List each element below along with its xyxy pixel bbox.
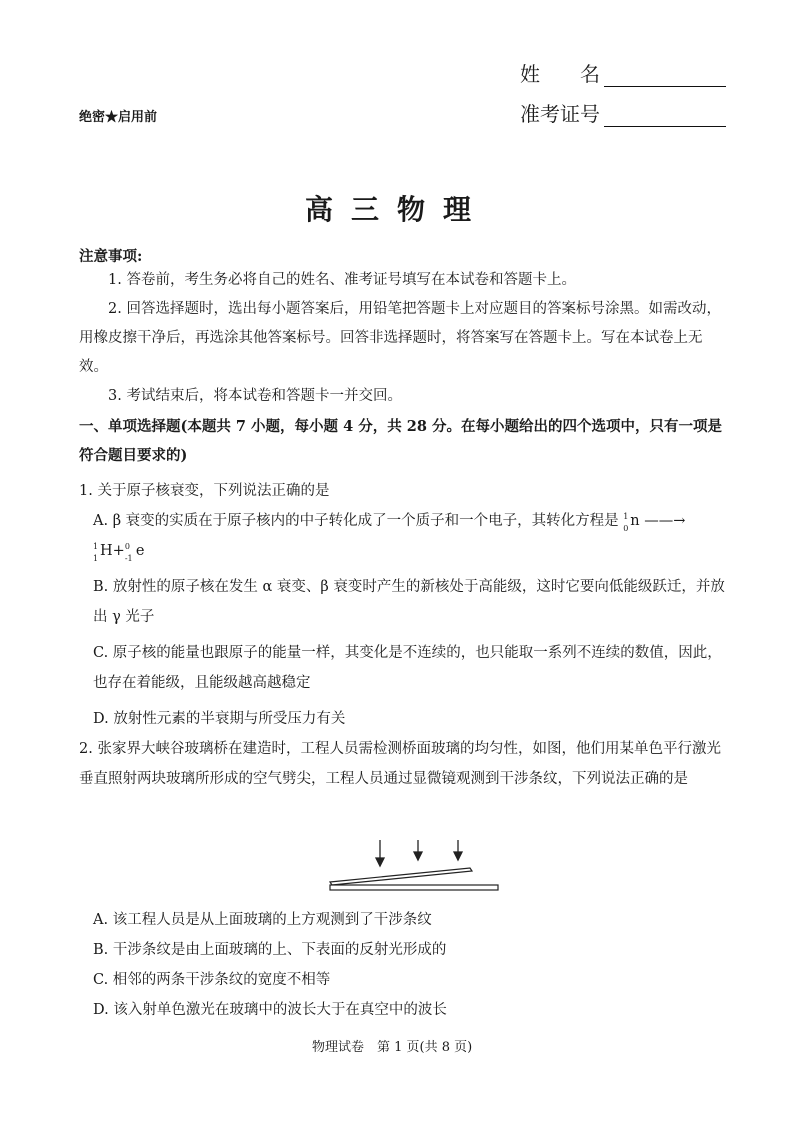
option-b: B. 放射性的原子核在发生 α 衰变、β 衰变时产生的新核处于高能级，这时它要向低能级跃迁，并放出 γ 光子 <box>93 579 725 625</box>
notes-list <box>79 266 725 411</box>
arrow-head <box>454 852 462 860</box>
notes-heading: 注意事项: <box>79 248 143 265</box>
electron-symbol <box>125 536 145 566</box>
option-c: C. 原子核的能量也跟原子的能量一样，其变化是不连续的，也只能取一系列不连续的数值，因此，也存在着能级，且能级越高越稳定 <box>93 645 722 691</box>
name-blank <box>604 66 726 87</box>
exam-id-blank <box>604 106 726 127</box>
arrow-head <box>376 858 384 866</box>
mass-number: 1 <box>623 512 629 521</box>
air-wedge-diagram <box>320 836 500 898</box>
charge-number: -1 <box>124 554 133 563</box>
option-a: A. 该工程人员是从上面玻璃的上方观测到了干涉条纹 <box>93 912 432 928</box>
exam-id-label: 准考证号 <box>520 102 600 126</box>
section-title: 一、单项选择题(本题共 7 小题，每小题 4 分，共 28 分。在每小题给出的四个选项中，只有一项是符合题目要求的) <box>79 418 723 464</box>
note-item: 1. 答卷前，考生务必将自己的姓名、准考证号填写在本试卷和答题卡上。 <box>108 272 576 288</box>
option-a <box>79 506 725 566</box>
arrow-head <box>414 852 422 860</box>
hydrogen-symbol <box>93 536 113 566</box>
neutron-symbol <box>623 506 639 536</box>
reaction-arrow: ——→ <box>644 513 686 529</box>
question-stem: 2. 张家界大峡谷玻璃桥在建造时，工程人员需检测桥面玻璃的均匀性，如图，他们用某单色平行激光垂直照射两块玻璃所形成的空气劈尖，工程人员通过显微镜观测到干涉条纹，下列说法正确的是 <box>79 741 721 787</box>
name-field <box>520 58 726 87</box>
option-a-text: A. β 衰变的实质在于原子核内的中子转化成了一个质子和一个电子，其转化方程是 <box>93 513 619 529</box>
page-title: 高三物理 <box>305 193 490 226</box>
name-label: 姓 名 <box>520 62 600 86</box>
option-c: C. 相邻的两条干涉条纹的宽度不相等 <box>93 972 331 988</box>
question-stem: 1. 关于原子核衰变，下列说法正确的是 <box>79 483 330 499</box>
note-item: 2. 回答选择题时，选出每小题答案后，用铅笔把答题卡上对应题目的答案标号涂黑。如需改动，用橡皮擦干净后，再选涂其他答案标号。回答非选择题时，将答案写在答题卡上。写在本试卷上无效。 <box>79 301 721 375</box>
lower-glass <box>330 885 498 890</box>
upper-glass <box>330 868 472 885</box>
question-2 <box>79 734 725 794</box>
element-symbol: n <box>630 513 640 529</box>
element-symbol: H <box>100 543 113 559</box>
question-1 <box>79 476 725 734</box>
laser-arrows <box>376 840 462 866</box>
option-d: D. 该入射单色激光在玻璃中的波长大于在真空中的波长 <box>93 1002 447 1018</box>
question-2-options <box>79 905 725 1025</box>
mass-number: 0 <box>124 542 130 551</box>
charge-number: 1 <box>93 554 99 563</box>
charge-number: 0 <box>623 524 629 533</box>
mass-number: 1 <box>93 542 99 551</box>
page-footer: 物理试卷 第 1 页(共 8 页) <box>312 1040 473 1055</box>
exam-id-field <box>520 98 726 127</box>
note-item: 3. 考试结束后，将本试卷和答题卡一并交回。 <box>108 388 402 404</box>
option-b: B. 干涉条纹是由上面玻璃的上、下表面的反射光形成的 <box>93 942 447 958</box>
plus-sign: + <box>112 543 125 559</box>
secret-note: 绝密★启用前 <box>79 110 158 125</box>
option-d: D. 放射性元素的半衰期与所受压力有关 <box>93 711 346 727</box>
element-symbol: e <box>135 543 145 559</box>
